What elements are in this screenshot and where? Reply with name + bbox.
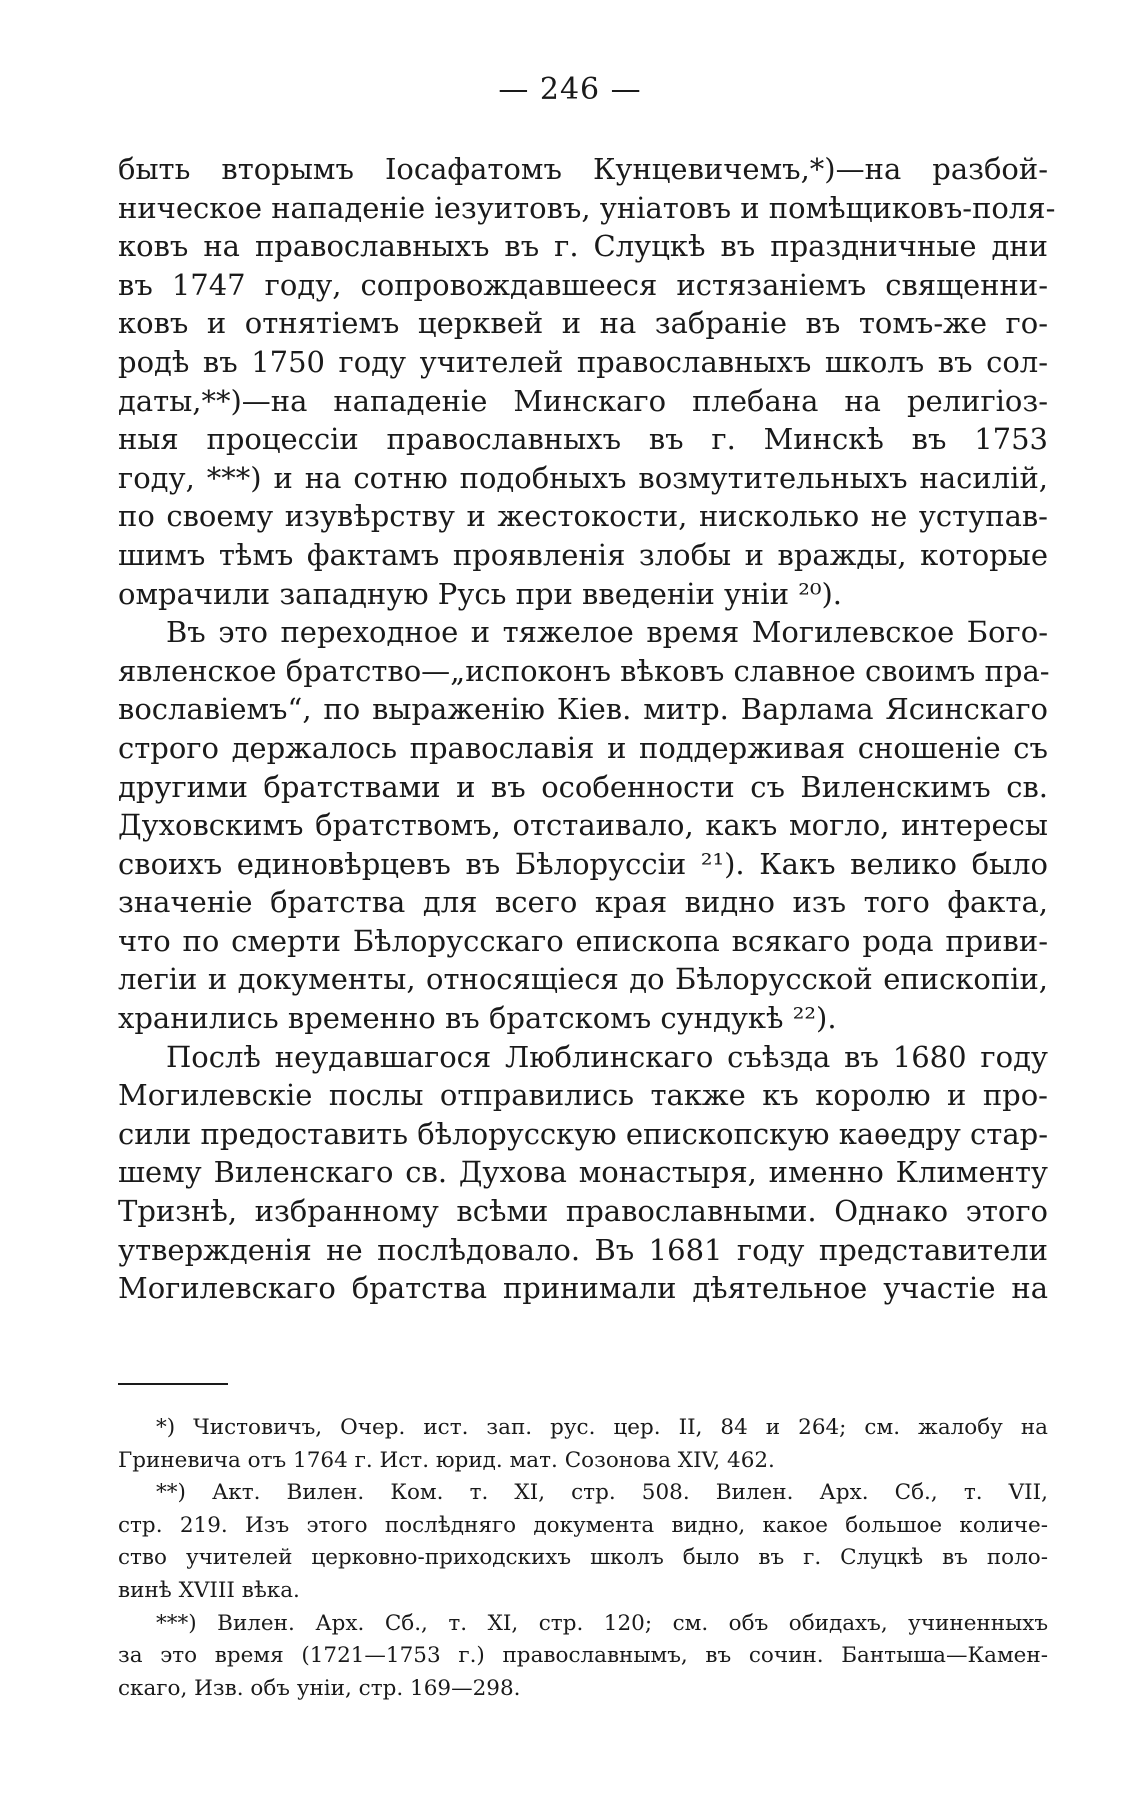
text-line: даты,**)—на нападеніе Минскаго плебана на религіоз- [118,383,1048,418]
text-line: что по смерти Бѣлорусскаго епископа всякаго рода приви- [118,923,1048,958]
footnote [118,1608,1048,1706]
text-line: Духовскимъ братствомъ, отстаивало, какъ могло, интересы [118,808,1048,843]
footnote-line: винѣ XVIII вѣка. [118,1577,300,1603]
text-line: явленское братство—„испоконъ вѣковъ славное своимъ пра- [118,653,1050,688]
text-line: родѣ въ 1750 году учителей православныхъ школъ въ сол- [118,344,1048,379]
text-line: строго держалось православія и поддерживая сношеніе съ [118,730,1048,765]
footnote-line: стр. 219. Изъ этого послѣдняго документа видно, какое большое количе- [118,1512,1048,1538]
text-line: значеніе братства для всего края видно изъ того факта, [118,885,1048,920]
text-line: Тризнѣ, избранному всѣми православными. Однако этого [118,1194,1048,1229]
main-text [118,150,1056,1308]
footnote-line: **) Акт. Вилен. Ком. т. XI, стр. 508. Вилен. Арх. Сб., т. VII, [156,1480,1048,1506]
text-line: другими братствами и въ особенности съ Виленскимъ св. [118,769,1048,804]
text-line: утвержденія не послѣдовало. Въ 1681 году представители [118,1232,1048,1267]
text-line: ныя процессіи православныхъ въ г. Минскѣ въ 1753 [118,422,1048,457]
text-line: вославіемъ“, по выраженію Кіев. митр. Варлама Ясинскаго [118,692,1048,727]
footnote-line: ство учителей церковно-приходскихъ школъ было въ г. Слуцкѣ въ поло- [118,1545,1048,1571]
footnote-line: скаго, Изв. объ уніи, стр. 169—298. [118,1675,521,1701]
paragraph [118,1038,1048,1308]
text-line: хранились временно въ братскомъ сундукѣ ²²). [118,1001,837,1036]
text-line: ническое нападеніе іезуитовъ, уніатовъ и помѣщиковъ-поля- [118,190,1056,225]
text-line: Послѣ неудавшагося Люблинскаго съѣзда въ 1680 году [166,1039,1048,1074]
paragraph [118,613,1048,1038]
footnote [118,1477,1048,1607]
text-line: шимъ тѣмъ фактамъ проявленія злобы и вражды, которые [118,537,1048,572]
footnote-line: *) Чистовичъ, Очер. ист. зап. рус. цер. II, 84 и 264; см. жалобу на [156,1415,1048,1440]
text-line: омрачили западную Русь при введеніи уніи ²⁰). [118,576,843,611]
text-line: въ 1747 году, сопровождавшееся истязаніемъ священни- [118,267,1048,302]
text-line: Могилевскаго братства принимали дѣятельное участіе на [118,1271,1048,1306]
footnotes [118,1412,1048,1705]
text-line: году, ***) и на сотню подобныхъ возмутительныхъ насилій, [118,460,1048,495]
text-line: своихъ единовѣрцевъ въ Бѣлоруссіи ²¹). Какъ велико было [118,846,1048,881]
footnote-line: за это время (1721—1753 г.) православнымъ, въ сочин. Бантыша—Камен- [118,1643,1048,1669]
text-line: ковъ и отнятіемъ церквей и на забраніе въ томъ-же го- [118,306,1048,341]
text-line: легіи и документы, относящіеся до Бѣлорусской епископіи, [118,962,1048,997]
text-line: шему Виленскаго св. Духова монастыря, именно Клименту [118,1155,1048,1190]
text-line: Могилевскіе послы отправились также къ королю и про- [118,1078,1048,1113]
text-line: по своему изувѣрству и жестокости, нисколько не уступав- [118,499,1048,534]
footnote-divider [118,1383,228,1385]
footnote-line: ***) Вилен. Арх. Сб., т. XI, стр. 120; см. объ обидахъ, учиненныхъ [156,1610,1048,1636]
page-number: — 246 — [498,72,642,107]
text-line: сили предоставить бѣлорусскую епископскую каѳедру стар- [118,1116,1048,1151]
text-line: ковъ на православныхъ въ г. Слуцкѣ въ праздничные дни [118,229,1048,264]
text-line: Въ это переходное и тяжелое время Могилевское Бого- [166,615,1048,650]
footnote-line: Гриневича отъ 1764 г. Ист. юрид. мат. Созонова XIV, 462. [118,1447,775,1473]
paragraph [118,150,1056,613]
footnote [118,1412,1048,1477]
text-line: быть вторымъ Іосафатомъ Кунцевичемъ,*)—на разбой- [118,152,1048,186]
